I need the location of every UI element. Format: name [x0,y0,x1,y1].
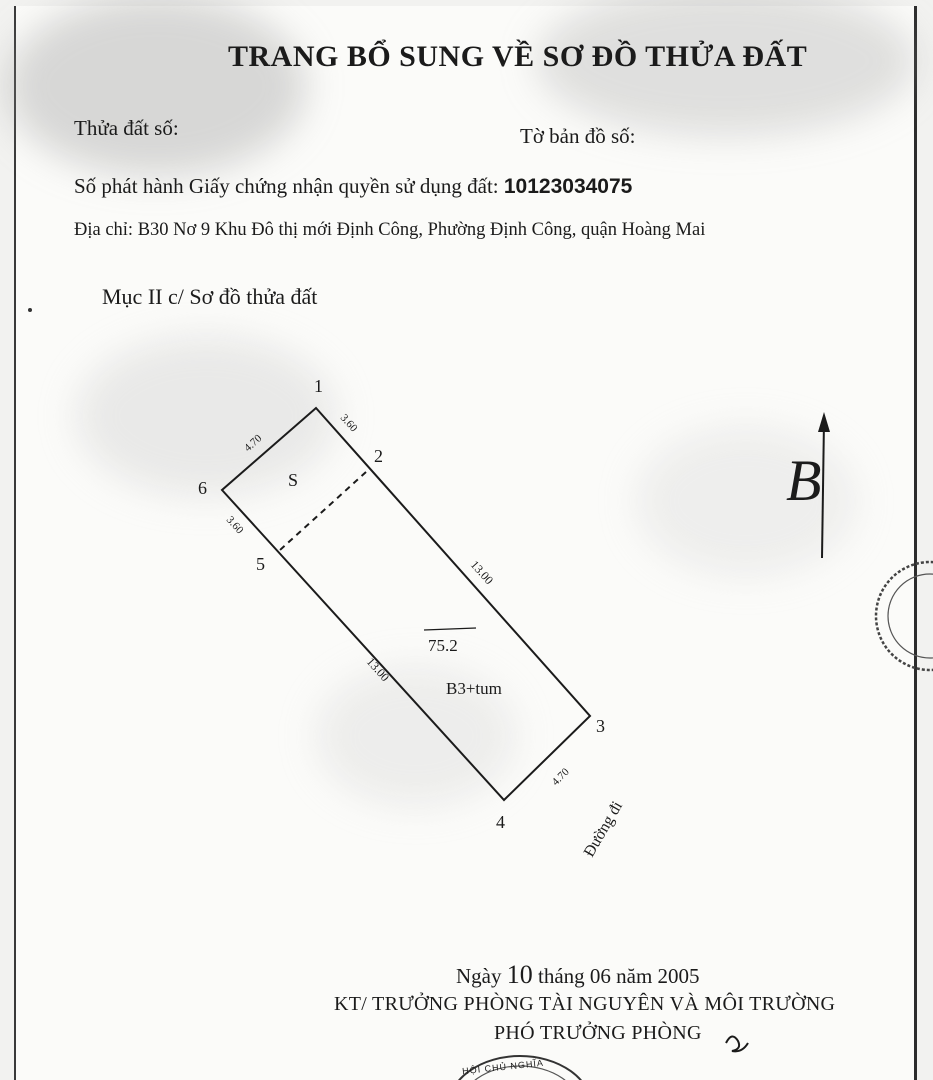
north-arrow-icon [818,412,830,432]
edge-3-4-length: 4.70 [549,766,572,789]
date-rest: tháng 06 năm 2005 [538,964,700,988]
address-line: Địa chỉ: B30 Nơ 9 Khu Đô thị mới Định Công, Phường Định Công, quận Hoàng Mai [74,220,706,240]
scan-speck [28,308,32,312]
edge-2-3-length: 13.00 [467,557,497,588]
edge-6-1-length: 4.70 [241,432,265,455]
signature-mark-icon [726,1036,748,1051]
building-type-label: B3+tum [446,679,502,698]
signing-organization: KT/ TRƯỞNG PHÒNG TÀI NGUYÊN VÀ MÔI TRƯỜNG [334,993,836,1015]
signing-date [456,960,700,990]
edge-4-5-length: 13.00 [363,654,393,685]
vertex-5-label: 5 [256,554,265,574]
date-day: 10 [506,960,533,989]
date-prefix: Ngày [456,964,502,988]
parcel-number-label: Thửa đất số: [74,116,179,140]
area-value: 75.2 [428,636,458,655]
edge-seal-icon [876,562,933,670]
setback-label: S [288,470,299,490]
road-label: Đường đi [580,798,627,860]
parcel-outline [222,408,590,800]
certificate-number: 10123034075 [503,175,633,198]
area-overline [424,628,476,630]
page-title: TRANG BỔ SUNG VỀ SƠ ĐỒ THỬA ĐẤT [228,40,808,73]
seal-text: HỘI CHỦ NGHĨA [461,1057,545,1077]
vertex-1-label: 1 [314,376,323,396]
signer-position: PHÓ TRƯỞNG PHÒNG [494,1022,702,1044]
edge-1-2-length: 3.60 [337,411,360,435]
vertex-3-label: 3 [596,716,605,736]
edge-5-6-length: 3.60 [223,513,246,537]
edge-seal-inner-icon [888,574,933,658]
north-arrow-letter: B [786,448,822,513]
vertex-2-label: 2 [374,446,383,466]
vertex-6-label: 6 [198,478,207,498]
map-sheet-label: Tờ bản đồ số: [520,124,636,148]
certificate-label: Số phát hành Giấy chứng nhận quyền sử dụng đất: [74,174,499,198]
north-arrow-shaft [822,420,824,558]
vertex-4-label: 4 [496,812,505,832]
section-heading: Mục II c/ Sơ đồ thửa đất [102,284,318,309]
